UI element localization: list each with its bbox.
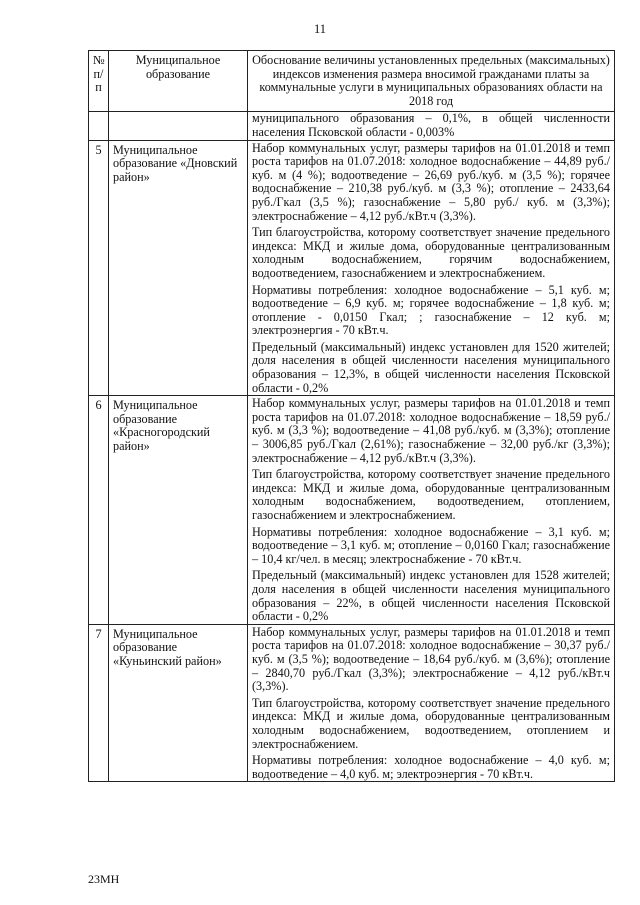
tariffs-paragraph: Набор коммунальных услуг, размеры тарифов на 01.01.2018 и темп роста тарифов на 01.07.2018: холодное водоснабжение – 44,89 руб./куб. м (4 %); водоотведение – 26,69 руб./куб. м (3,5 %); горячее водоснабжение – 210,38 руб./куб. м (3,3 %); отопление – 2433,64 руб./Гкал (3,5 %); газоснабжение – 5,80 руб./ куб. м (3,3%); электроснабжение – 4,12 руб./кВт.ч (3,3%). — [252, 140, 610, 223]
norms-paragraph: Нормативы потребления: холодное водоснабжение – 3,1 куб. м; водоотведение – 3,1 куб. м; отопление – 0,0160 Гкал; газоснабжение – 10,4 кг/чел. в месяц; электроснабжение - 70 кВт.ч. — [252, 524, 610, 566]
header-basis: Обоснование величины установленных предельных (максимальных) индексов изменения размера вносимой гражданами платы за коммунальные услуги в муниципальных образованиях области на 2018 год — [248, 51, 615, 112]
table-row — [89, 396, 615, 625]
footer-code: 23МН — [88, 872, 120, 886]
row-number: 7 — [89, 624, 109, 782]
index-paragraph: Предельный (максимальный) индекс установлен для 1528 жителей; доля населения в общей численности населения муниципального образования – 22%, в общей численности населения Псковской области - 0,2% — [252, 568, 610, 624]
tariff-table — [88, 50, 615, 782]
table-header-row — [89, 51, 615, 112]
basis-cell — [248, 624, 615, 782]
basis-cell — [248, 396, 615, 625]
municipality-name: Муниципальное образование «Дновский район» — [109, 140, 248, 396]
index-paragraph: Предельный (максимальный) индекс установлен для 1520 жителей; доля населения в общей численности населения муниципального образования – 12,3%, в общей численности населения Псковской области - 0,2% — [252, 339, 610, 395]
improvement-type-paragraph: Тип благоустройства, которому соответствует значение предельного индекса: МКД и жилые дома, оборудованные централизованным холодным водоснабжением, горячим водоснабжением, водоотведением, газоснабжением и электроснабжением. — [252, 225, 610, 280]
tariffs-paragraph: Набор коммунальных услуг, размеры тарифов на 01.01.2018 и темп роста тарифов на 01.07.2018: холодное водоснабжение – 30,37 руб./куб. м (3,5 %); водоотведение – 18,64 руб./куб. м (3,6%); отопление – 2840,70 руб./Гкал (3,3%); электроснабжение – 4,12 руб./кВт.ч (3,3%). — [252, 624, 610, 694]
table-row — [89, 140, 615, 396]
basis-cell — [248, 140, 615, 396]
continuation-row — [89, 112, 615, 140]
page-number: 11 — [313, 22, 327, 36]
norms-paragraph: Нормативы потребления: холодное водоснабжение – 5,1 куб. м; водоотведение – 6,9 куб. м; горячее водоснабжение – 1,8 куб. м; отопление - 0,0150 Гкал; ; газоснабжение – 12 куб. м; электроэнергия - 70 кВт.ч. — [252, 282, 610, 338]
header-municipality: Муниципальное образование — [109, 51, 248, 112]
tariffs-paragraph: Набор коммунальных услуг, размеры тарифов на 01.01.2018 и темп роста тарифов на 01.07.2018: холодное водоснабжение – 18,59 руб./куб. м (3,3 %); водоотведение – 41,08 руб./куб. м (3,3%); отопление – 3006,85 руб./Гкал (2,61%); газоснабжение – 32,00 руб./кг (3,3%); электроснабжение – 4,12 руб./кВт.ч (3,3%). — [252, 396, 610, 465]
municipality-name: Муниципальное образование «Куньинский район» — [109, 624, 248, 782]
continuation-text: муниципального образования – 0,1%, в общей численности населения Псковской области - 0,003% — [248, 112, 615, 140]
row-number: 6 — [89, 396, 109, 625]
norms-paragraph: Нормативы потребления: холодное водоснабжение – 4,0 куб. м; водоотведение – 4,0 куб. м; электроэнергия - 70 кВт.ч. — [252, 753, 610, 781]
improvement-type-paragraph: Тип благоустройства, которому соответствует значение предельного индекса: МКД и жилые дома, оборудованные централизованным холодным водоснабжением, водоотведением, отоплением, газоснабжением и электроснабжением. — [252, 467, 610, 522]
municipality-name: Муниципальное образование «Красногородский район» — [109, 396, 248, 625]
improvement-type-paragraph: Тип благоустройства, которому соответствует значение предельного индекса: МКД и жилые дома, оборудованные централизованным холодным водоснабжением, водоотведением, отоплением и электроснабжением. — [252, 695, 610, 751]
row-number: 5 — [89, 140, 109, 396]
header-number: № п/п — [89, 51, 109, 112]
table-row — [89, 624, 615, 782]
